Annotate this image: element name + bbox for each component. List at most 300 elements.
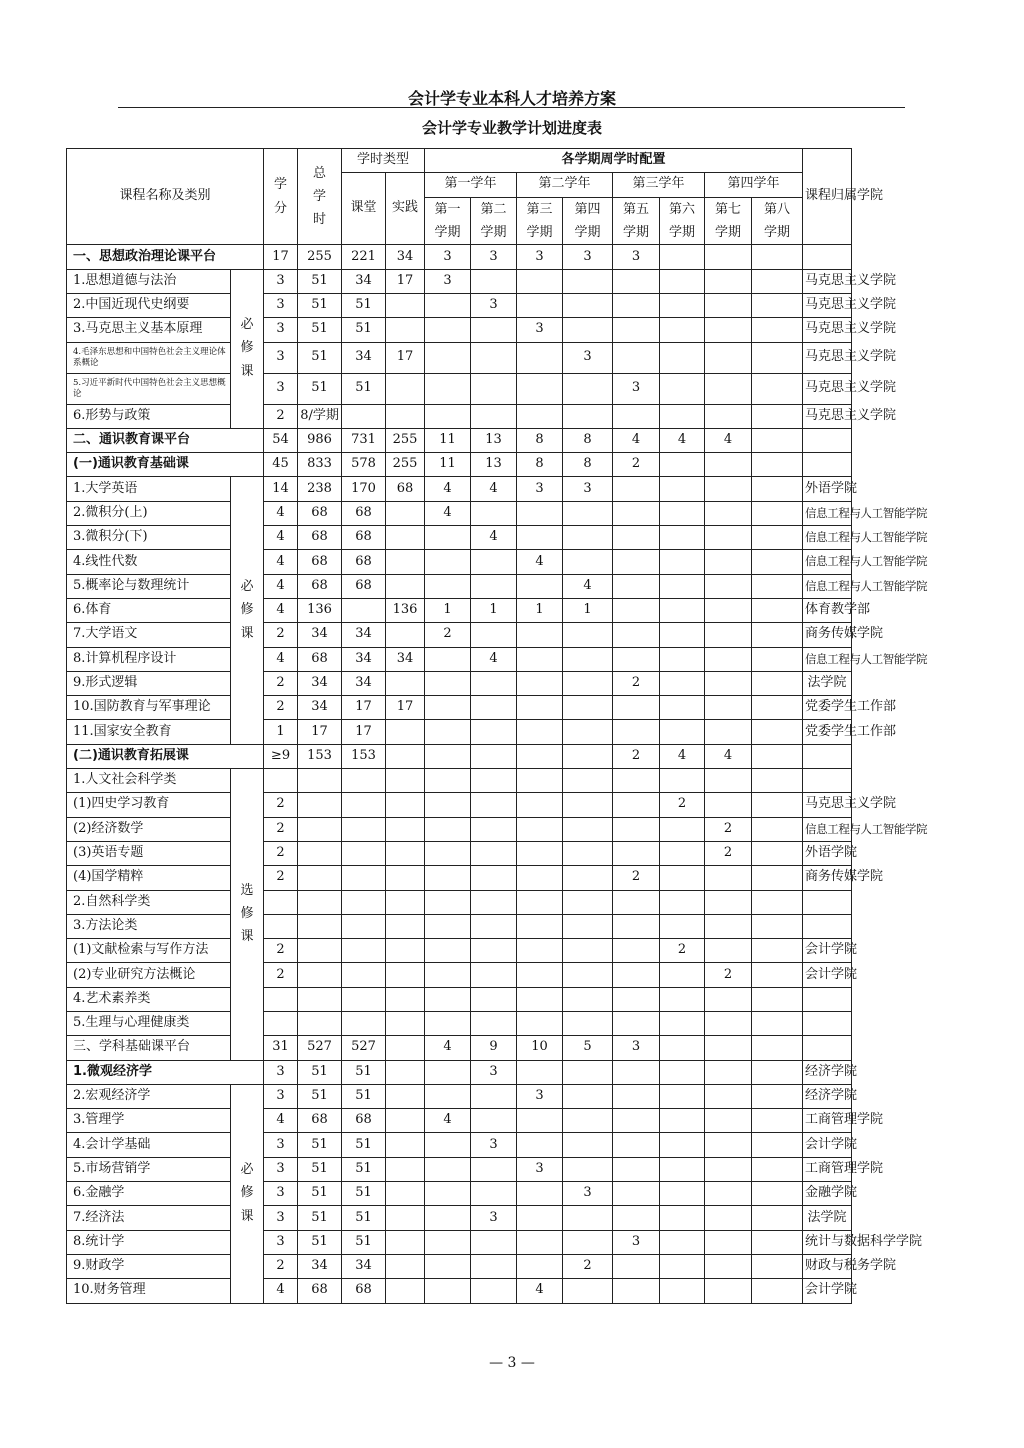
semester-hours-cell: 13	[471, 428, 517, 452]
semester-hours-cell	[613, 1254, 660, 1278]
semester-hours-cell	[471, 987, 517, 1011]
course-name: 4.毛泽东思想和中国特色社会主义理论体系概论	[67, 342, 231, 373]
practice-hours-cell: 17	[386, 269, 425, 293]
semester-hours-cell: 2	[613, 671, 660, 695]
practice-hours-cell	[386, 841, 425, 865]
semester-hours-cell	[471, 744, 517, 768]
course-name: 2.自然科学类	[67, 890, 231, 914]
total-hours-cell: 51	[298, 269, 342, 293]
col-header-classroom: 课堂	[342, 173, 386, 245]
classroom-hours-cell: 51	[342, 1206, 386, 1230]
classroom-hours-cell: 17	[342, 720, 386, 744]
table-row	[67, 269, 986, 293]
semester-hours-cell	[471, 1011, 517, 1035]
credit-cell: 3	[264, 1206, 298, 1230]
semester-hours-cell	[613, 1157, 660, 1181]
semester-hours-cell	[752, 841, 803, 865]
total-hours-cell	[298, 890, 342, 914]
semester-hours-cell	[705, 939, 752, 963]
semester-hours-cell	[425, 841, 471, 865]
semester-hours-cell	[752, 817, 803, 841]
total-hours-cell: 68	[298, 526, 342, 550]
semester-hours-cell	[752, 914, 803, 938]
credit-cell: 4	[264, 501, 298, 525]
credit-cell: 3	[264, 1133, 298, 1157]
semester-hours-cell	[660, 841, 705, 865]
semester-hours-cell	[563, 526, 613, 550]
total-hours-cell: 986	[298, 428, 342, 452]
practice-hours-cell	[386, 866, 425, 890]
semester-hours-cell	[752, 245, 803, 269]
credit-cell: 4	[264, 598, 298, 622]
course-name: 8.计算机程序设计	[67, 647, 231, 671]
semester-hours-cell	[563, 1109, 613, 1133]
classroom-hours-cell	[342, 598, 386, 622]
col-header-semester-2: 第二学期	[471, 197, 517, 245]
semester-hours-cell	[752, 477, 803, 501]
practice-hours-cell	[386, 1206, 425, 1230]
course-name: 3.马克思主义基本原理	[67, 318, 231, 342]
table-row	[67, 1036, 986, 1060]
semester-hours-cell	[752, 963, 803, 987]
semester-hours-cell	[705, 1254, 752, 1278]
practice-hours-cell	[386, 1182, 425, 1206]
classroom-hours-cell	[342, 817, 386, 841]
college-cell: 马克思主义学院	[803, 318, 852, 342]
total-hours-cell: 238	[298, 477, 342, 501]
semester-hours-cell	[752, 696, 803, 720]
course-name: (3)英语专题	[67, 841, 231, 865]
semester-hours-cell	[613, 598, 660, 622]
semester-hours-cell	[517, 987, 563, 1011]
semester-hours-cell	[613, 342, 660, 373]
table-row	[67, 501, 986, 525]
semester-hours-cell	[517, 963, 563, 987]
practice-hours-cell: 136	[386, 598, 425, 622]
semester-hours-cell	[517, 1011, 563, 1035]
semester-hours-cell	[705, 1133, 752, 1157]
college-cell: 金融学院	[803, 1182, 852, 1206]
semester-hours-cell	[425, 550, 471, 574]
credit-cell: 3	[264, 1157, 298, 1181]
classroom-hours-cell	[342, 987, 386, 1011]
semester-hours-cell	[613, 477, 660, 501]
practice-hours-cell	[386, 987, 425, 1011]
credit-cell: 2	[264, 404, 298, 428]
header-divider	[118, 107, 905, 108]
semester-hours-cell	[517, 744, 563, 768]
semester-hours-cell	[517, 647, 563, 671]
course-name: (1)四史学习教育	[67, 793, 231, 817]
classroom-hours-cell: 34	[342, 647, 386, 671]
col-header-semester-6: 第六学期	[660, 197, 705, 245]
credit-cell: ≥9	[264, 744, 298, 768]
semester-hours-cell	[471, 550, 517, 574]
col-header-semester-8: 第八学期	[752, 197, 803, 245]
semester-hours-cell	[705, 1109, 752, 1133]
practice-hours-cell	[386, 939, 425, 963]
semester-hours-cell: 2	[705, 963, 752, 987]
semester-hours-cell	[660, 526, 705, 550]
semester-hours-cell	[752, 647, 803, 671]
college-cell: 法学院	[803, 671, 852, 695]
semester-hours-cell	[471, 318, 517, 342]
course-name: 二、通识教育课平台	[67, 428, 264, 452]
col-header-total-hours: 总学时	[298, 149, 342, 245]
practice-hours-cell	[386, 890, 425, 914]
total-hours-cell: 68	[298, 550, 342, 574]
semester-hours-cell: 4	[705, 428, 752, 452]
semester-hours-cell	[563, 769, 613, 793]
semester-hours-cell	[660, 987, 705, 1011]
semester-hours-cell	[613, 293, 660, 317]
semester-hours-cell	[705, 245, 752, 269]
semester-hours-cell: 2	[425, 623, 471, 647]
semester-hours-cell	[613, 1206, 660, 1230]
total-hours-cell	[298, 817, 342, 841]
practice-hours-cell	[386, 404, 425, 428]
college-cell: 统计与数据科学学院	[803, 1230, 852, 1254]
table-row	[67, 696, 986, 720]
credit-cell: 3	[264, 1230, 298, 1254]
semester-hours-cell: 11	[425, 453, 471, 477]
classroom-hours-cell: 578	[342, 453, 386, 477]
course-name: 10.财务管理	[67, 1279, 231, 1303]
semester-hours-cell	[471, 1279, 517, 1303]
course-name: 7.大学语文	[67, 623, 231, 647]
semester-hours-cell	[705, 866, 752, 890]
semester-hours-cell	[563, 914, 613, 938]
semester-hours-cell: 4	[425, 1109, 471, 1133]
total-hours-cell: 34	[298, 671, 342, 695]
semester-hours-cell	[517, 720, 563, 744]
semester-hours-cell	[425, 939, 471, 963]
semester-hours-cell	[563, 744, 613, 768]
semester-hours-cell	[563, 1157, 613, 1181]
semester-hours-cell: 4	[563, 574, 613, 598]
college-cell: 信息工程与人工智能学院	[803, 550, 852, 574]
course-group-label: 必修课	[231, 1084, 264, 1303]
semester-hours-cell	[425, 769, 471, 793]
semester-hours-cell	[517, 841, 563, 865]
semester-hours-cell	[517, 501, 563, 525]
semester-hours-cell	[752, 1011, 803, 1035]
semester-hours-cell: 4	[425, 501, 471, 525]
semester-hours-cell	[613, 1011, 660, 1035]
semester-hours-cell	[705, 477, 752, 501]
col-header-course: 课程名称及类别	[67, 149, 264, 245]
credit-cell: 17	[264, 245, 298, 269]
total-hours-cell: 68	[298, 647, 342, 671]
practice-hours-cell	[386, 769, 425, 793]
semester-hours-cell	[471, 373, 517, 404]
course-name: 6.体育	[67, 598, 231, 622]
semester-hours-cell: 3	[425, 269, 471, 293]
college-cell: 财政与税务学院	[803, 1254, 852, 1278]
semester-hours-cell	[563, 841, 613, 865]
semester-hours-cell: 4	[471, 526, 517, 550]
semester-hours-cell	[563, 1133, 613, 1157]
credit-cell: 3	[264, 269, 298, 293]
college-cell	[803, 987, 852, 1011]
table-row	[67, 245, 986, 269]
classroom-hours-cell	[342, 963, 386, 987]
semester-hours-cell	[613, 1279, 660, 1303]
total-hours-cell: 68	[298, 1279, 342, 1303]
semester-hours-cell	[613, 890, 660, 914]
college-cell	[803, 744, 852, 768]
table-row	[67, 914, 986, 938]
semester-hours-cell	[425, 720, 471, 744]
course-name: 5.概率论与数理统计	[67, 574, 231, 598]
semester-hours-cell	[705, 1230, 752, 1254]
course-name: 11.国家安全教育	[67, 720, 231, 744]
total-hours-cell	[298, 914, 342, 938]
semester-hours-cell: 3	[563, 1182, 613, 1206]
semester-hours-cell	[705, 373, 752, 404]
semester-hours-cell	[563, 1011, 613, 1035]
semester-hours-cell	[613, 841, 660, 865]
course-name: 3.管理学	[67, 1109, 231, 1133]
college-cell: 信息工程与人工智能学院	[803, 817, 852, 841]
semester-hours-cell	[425, 671, 471, 695]
semester-hours-cell: 3	[517, 1157, 563, 1181]
semester-hours-cell	[563, 696, 613, 720]
semester-hours-cell: 3	[613, 373, 660, 404]
semester-hours-cell	[613, 1084, 660, 1108]
course-name: (一)通识教育基础课	[67, 453, 264, 477]
col-header-semester-4: 第四学期	[563, 197, 613, 245]
semester-hours-cell	[613, 269, 660, 293]
semester-hours-cell: 3	[471, 1206, 517, 1230]
college-cell: 信息工程与人工智能学院	[803, 647, 852, 671]
course-group-label: 必修课	[231, 477, 264, 744]
practice-hours-cell	[386, 963, 425, 987]
total-hours-cell: 51	[298, 1133, 342, 1157]
total-hours-cell: 153	[298, 744, 342, 768]
practice-hours-cell	[386, 793, 425, 817]
semester-hours-cell: 3	[425, 245, 471, 269]
semester-hours-cell	[517, 1109, 563, 1133]
semester-hours-cell: 8	[563, 428, 613, 452]
semester-hours-cell	[425, 1279, 471, 1303]
college-cell	[803, 769, 852, 793]
semester-hours-cell	[660, 769, 705, 793]
course-name: 5.生理与心理健康类	[67, 1011, 231, 1035]
practice-hours-cell	[386, 373, 425, 404]
semester-hours-cell	[660, 1011, 705, 1035]
course-name: 10.国防教育与军事理论	[67, 696, 231, 720]
semester-hours-cell	[705, 1157, 752, 1181]
semester-hours-cell	[752, 1109, 803, 1133]
total-hours-cell: 8/学期	[298, 404, 342, 428]
table-row	[67, 866, 986, 890]
practice-hours-cell	[386, 526, 425, 550]
semester-hours-cell	[752, 1084, 803, 1108]
semester-hours-cell	[563, 550, 613, 574]
table-row	[67, 1109, 986, 1133]
credit-cell: 54	[264, 428, 298, 452]
semester-hours-cell	[752, 793, 803, 817]
table-title: 会计学专业教学计划进度表	[421, 119, 602, 137]
semester-hours-cell	[517, 696, 563, 720]
semester-hours-cell	[471, 696, 517, 720]
semester-hours-cell: 3	[613, 245, 660, 269]
table-row	[67, 793, 986, 817]
credit-cell: 2	[264, 1254, 298, 1278]
semester-hours-cell: 9	[471, 1036, 517, 1060]
semester-hours-cell	[660, 1084, 705, 1108]
college-cell: 党委学生工作部	[803, 696, 852, 720]
semester-hours-cell	[752, 987, 803, 1011]
semester-hours-cell	[517, 817, 563, 841]
semester-hours-cell	[471, 1254, 517, 1278]
semester-hours-cell: 8	[563, 453, 613, 477]
semester-hours-cell	[705, 269, 752, 293]
semester-hours-cell	[563, 501, 613, 525]
semester-hours-cell: 10	[517, 1036, 563, 1060]
table-row	[67, 963, 986, 987]
semester-hours-cell	[752, 598, 803, 622]
semester-hours-cell	[705, 1011, 752, 1035]
practice-hours-cell	[386, 914, 425, 938]
semester-hours-cell	[660, 1254, 705, 1278]
col-header-college: 课程归属学院	[803, 149, 852, 245]
classroom-hours-cell: 34	[342, 1254, 386, 1278]
credit-cell: 2	[264, 696, 298, 720]
college-cell: 会计学院	[803, 939, 852, 963]
table-row	[67, 1279, 986, 1303]
classroom-hours-cell: 68	[342, 1279, 386, 1303]
credit-cell: 3	[264, 318, 298, 342]
practice-hours-cell	[386, 671, 425, 695]
semester-hours-cell: 3	[613, 1036, 660, 1060]
table-row	[67, 769, 986, 793]
semester-hours-cell	[613, 817, 660, 841]
total-hours-cell: 51	[298, 1182, 342, 1206]
semester-hours-cell	[613, 574, 660, 598]
table-row	[67, 720, 986, 744]
semester-hours-cell	[471, 623, 517, 647]
practice-hours-cell	[386, 318, 425, 342]
course-name: 一、思想政治理论课平台	[67, 245, 264, 269]
table-row	[67, 550, 986, 574]
credit-cell: 2	[264, 817, 298, 841]
classroom-hours-cell: 68	[342, 501, 386, 525]
semester-hours-cell: 4	[425, 1036, 471, 1060]
semester-hours-cell: 2	[563, 1254, 613, 1278]
semester-hours-cell	[425, 1060, 471, 1084]
course-name: 2.微积分(上)	[67, 501, 231, 525]
semester-hours-cell	[563, 963, 613, 987]
table-row	[67, 817, 986, 841]
classroom-hours-cell: 68	[342, 550, 386, 574]
table-row	[67, 404, 986, 428]
college-cell: 外语学院	[803, 841, 852, 865]
semester-hours-cell	[705, 318, 752, 342]
table-row	[67, 598, 986, 622]
table-row	[67, 987, 986, 1011]
table-row	[67, 939, 986, 963]
semester-hours-cell	[471, 1157, 517, 1181]
semester-hours-cell: 2	[660, 793, 705, 817]
credit-cell: 3	[264, 342, 298, 373]
semester-hours-cell: 3	[471, 293, 517, 317]
college-cell	[803, 890, 852, 914]
semester-hours-cell	[517, 623, 563, 647]
semester-hours-cell	[660, 501, 705, 525]
classroom-hours-cell: 17	[342, 696, 386, 720]
college-cell	[803, 1036, 852, 1060]
classroom-hours-cell: 221	[342, 245, 386, 269]
practice-hours-cell: 34	[386, 245, 425, 269]
practice-hours-cell: 255	[386, 453, 425, 477]
semester-hours-cell	[425, 793, 471, 817]
semester-hours-cell	[471, 914, 517, 938]
credit-cell: 2	[264, 623, 298, 647]
college-cell: 马克思主义学院	[803, 404, 852, 428]
practice-hours-cell: 17	[386, 696, 425, 720]
semester-hours-cell	[660, 963, 705, 987]
semester-hours-cell	[517, 769, 563, 793]
semester-hours-cell	[660, 890, 705, 914]
credit-cell: 3	[264, 1084, 298, 1108]
semester-hours-cell	[563, 866, 613, 890]
semester-hours-cell	[517, 1206, 563, 1230]
semester-hours-cell	[752, 428, 803, 452]
total-hours-cell: 68	[298, 1109, 342, 1133]
semester-hours-cell	[471, 269, 517, 293]
credit-cell: 4	[264, 574, 298, 598]
total-hours-cell: 51	[298, 1230, 342, 1254]
table-row	[67, 1254, 986, 1278]
semester-hours-cell	[705, 342, 752, 373]
table-row	[67, 293, 986, 317]
table-row	[67, 1157, 986, 1181]
credit-cell: 2	[264, 866, 298, 890]
college-cell: 马克思主义学院	[803, 373, 852, 404]
semester-hours-cell	[752, 1182, 803, 1206]
semester-hours-cell	[563, 293, 613, 317]
credit-cell	[264, 890, 298, 914]
college-cell: 商务传媒学院	[803, 623, 852, 647]
semester-hours-cell	[563, 817, 613, 841]
semester-hours-cell	[660, 1133, 705, 1157]
semester-hours-cell	[471, 890, 517, 914]
semester-hours-cell	[471, 1230, 517, 1254]
semester-hours-cell	[563, 318, 613, 342]
course-name: 6.形势与政策	[67, 404, 231, 428]
semester-hours-cell	[517, 269, 563, 293]
semester-hours-cell	[563, 720, 613, 744]
classroom-hours-cell	[342, 890, 386, 914]
semester-hours-cell	[660, 1036, 705, 1060]
total-hours-cell: 51	[298, 1206, 342, 1230]
semester-hours-cell	[613, 769, 660, 793]
credit-cell: 2	[264, 793, 298, 817]
practice-hours-cell	[386, 1036, 425, 1060]
header-row-1	[67, 149, 986, 173]
table-row	[67, 1011, 986, 1035]
semester-hours-cell	[471, 720, 517, 744]
college-cell: 经济学院	[803, 1060, 852, 1084]
total-hours-cell: 51	[298, 342, 342, 373]
semester-hours-cell	[563, 671, 613, 695]
college-cell: 马克思主义学院	[803, 342, 852, 373]
practice-hours-cell	[386, 1133, 425, 1157]
semester-hours-cell: 2	[613, 453, 660, 477]
course-name: 4.会计学基础	[67, 1133, 231, 1157]
